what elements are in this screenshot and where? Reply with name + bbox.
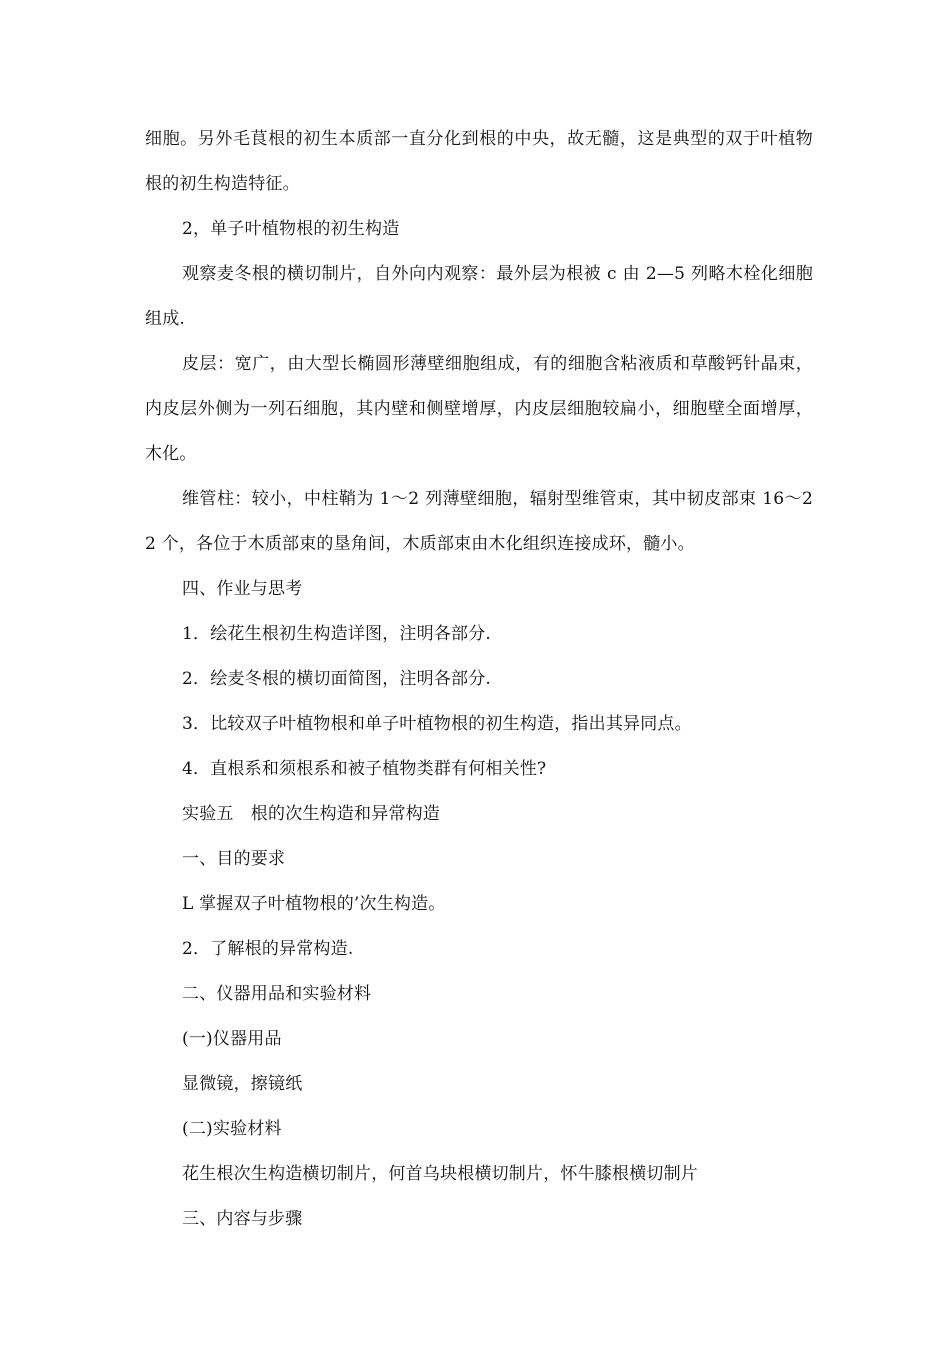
materials-list: 花生根次生构造横切制片，何首乌块根横切制片，怀牛膝根横切制片 [182, 1164, 698, 1184]
section-heading-procedure: 三、内容与步骤 [182, 1209, 303, 1229]
instruments-list: 显微镜，擦镜纸 [182, 1074, 303, 1094]
subheading-instruments: (一)仪器用品 [182, 1029, 282, 1049]
paragraph-cortex: 皮层：宽广，由大型长椭圆形薄壁细胞组成，有的细胞含粘液质和草酸钙针晶束，内皮层外侧为一列石细胞，其内壁和侧壁增厚，内皮层细胞较扁小，细胞壁全面增厚，木化。 [145, 354, 813, 464]
subheading-materials: (二)实验材料 [182, 1119, 282, 1139]
section-heading-objectives: 一、目的要求 [182, 849, 286, 869]
homework-item-4: 4．直根系和须根系和被子植物类群有何相关性? [182, 759, 547, 779]
document-body [145, 117, 813, 1242]
objective-item-2: 2．了解根的异常构造. [182, 939, 354, 959]
paragraph-continuation: 细胞。另外毛茛根的初生本质部一直分化到根的中央，故无髓，这是典型的双于叶植物根的初生构造特征。 [145, 129, 813, 194]
objective-item-1: L 掌握双子叶植物根的’次生构造。 [182, 894, 446, 914]
homework-item-2: 2．绘麦冬根的横切面简图，注明各部分. [182, 669, 492, 689]
experiment-title: 实验五 根的次生构造和异常构造 [182, 804, 440, 824]
paragraph-vascular-cylinder: 维管柱：较小，中柱鞘为 1～2 列薄壁细胞，辐射型维管束，其中韧皮部束 16～22 个，各位于木质部束的垦角间，木质部束由木化组织连接成环，髓小。 [145, 489, 813, 554]
section-heading-monocot-root: 2，单子叶植物根的初生构造 [182, 219, 400, 239]
section-heading-equipment: 二、仪器用品和实验材料 [182, 984, 372, 1004]
paragraph-observation: 观察麦冬根的横切制片，自外向内观察：最外层为根被 c 由 2—5 列略木栓化细胞组成. [145, 264, 813, 329]
homework-item-3: 3．比较双子叶植物根和单子叶植物根的初生构造，指出其异同点。 [182, 714, 692, 734]
section-heading-homework: 四、作业与思考 [182, 579, 303, 599]
homework-item-1: 1．绘花生根初生构造详图，注明各部分. [182, 624, 492, 644]
